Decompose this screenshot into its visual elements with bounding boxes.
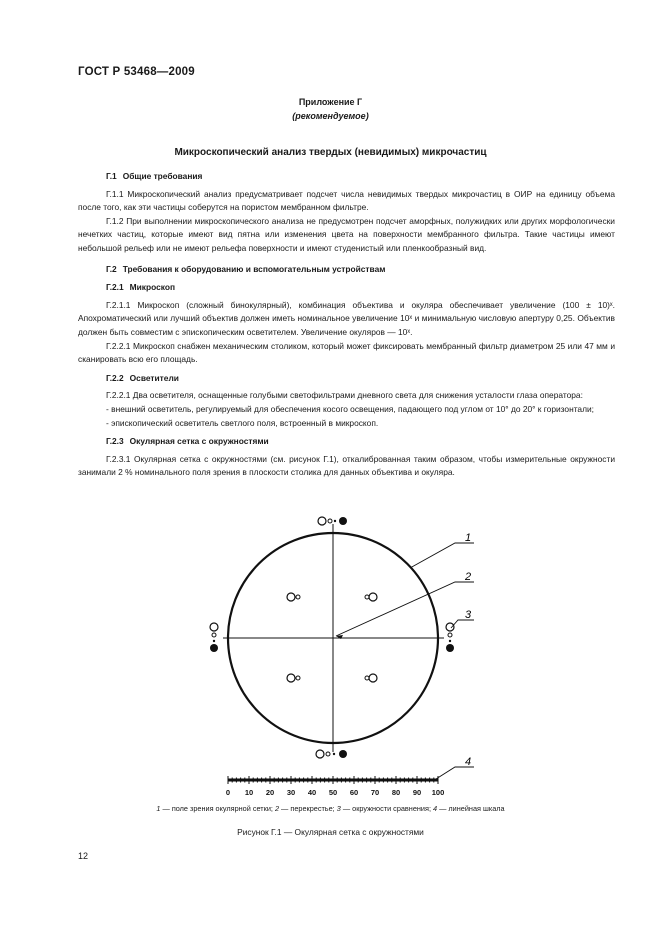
scale-label: 100 [431,788,445,797]
callout-2: 2 [465,571,472,583]
page-title: Микроскопический анализ твердых (невидимых) микрочастиц [174,147,487,158]
annex-subtitle: (рекомендуемое) [292,111,369,121]
figure-legend: 1 — поле зрения окулярной сетки; 2 — перекрестье; 3 — окружности сравнения; 4 — линейная шкала [156,804,505,813]
bullet-episcopic-illuminator: - эпископический осветитель светлого поля, встроенный в микроскоп. [106,417,379,428]
document-id: ГОСТ Р 53468—2009 [78,66,195,78]
document-body [78,165,615,480]
callout-4: 4 [465,756,472,768]
paragraph-g2-1-1: Г.2.1.1 Микроскоп (сложный бинокулярный), комбинация объектива и окуляра обеспечивает увеличение (100 ± 10)ˣ. Апохроматический или лучший объектив должен иметь номинальное увеличение 10ˣ и минимальную числовую апертуру 0,25. Объектив должен быть совместим с эпископическим осветителем. Увеличение окуляров — 10ˣ. [78,299,615,337]
scale-label: 60 [349,788,359,797]
paragraph-g2-1-2: Г.2.2.1 Микроскоп снабжен механическим столиком, который может фиксировать мембранный фильтр диаметром 25 или 47 мм и сканировать всю его площадь. [78,340,615,365]
scale-label: 70 [370,788,380,797]
paragraph-g1-2: Г.1.2 При выполнении микроскопического анализа не предусмотрен подсчет аморфных, полужидких или других морфологически нечетких частиц, которые имеют вид пятна или изменения цвета на поверхности мембранного фильтра. Такие частицы имеют небольшой рельеф или не имеют рельефа поверхности и имеют студенистый или пленкообразный вид. [78,215,615,253]
comparison-circles-bottom [316,750,347,758]
scale-label: 40 [307,788,317,797]
paragraph-g2-3-1: Г.2.3.1 Окулярная сетка с окружностями (см. рисунок Г.1), откалиброванная таким образом, чтобы измерительные окружности занимали 2 % номинального поля зрения в плоскости столика для данных объектива и окуляра. [78,453,615,478]
scale-label: 10 [244,788,254,797]
scale-label: 20 [265,788,275,797]
annex-heading [0,95,661,123]
callout-1: 1 [465,532,472,544]
paragraph-g1-1: Г.1.1 Микроскопический анализ предусматривает подсчет числа невидимых твердых микрочастиц в ОИР на единицу объема после того, как эти частицы соберутся на пористом мембранном фильтре. [78,188,615,213]
eyepiece-graticule-figure [200,512,490,804]
comparison-circles-top [318,517,347,525]
comparison-circles-left [210,623,218,652]
comparison-circles-right [446,623,454,652]
figure-caption: Рисунок Г.1 — Окулярная сетка с окружностями [237,827,424,837]
paragraph-g2-2-1: Г.2.2.1 Два осветителя, оснащенные голубыми светофильтрами дневного света для снижения усталости глаза оператора: [106,390,583,401]
section-g22-heading: Г.2.2 Осветители [106,372,179,383]
section-g21-heading: Г.2.1 Микроскоп [106,282,176,293]
linear-scale [226,776,444,797]
callout-3: 3 [465,609,472,621]
section-g2-heading: Г.2 Требования к оборудованию и вспомогательным устройствам [106,263,386,274]
scale-label: 30 [286,788,296,797]
callout-leaders [336,543,474,779]
scale-label: 50 [328,788,338,797]
scale-label: 0 [225,788,231,797]
section-g1-heading: Г.1 Общие требования [106,171,203,181]
annex-title: Приложение Г [298,97,363,107]
section-g23-heading: Г.2.3 Окулярная сетка с окружностями [106,436,269,447]
page-number: 12 [78,851,89,861]
scale-label: 80 [391,788,401,797]
scale-label: 90 [412,788,422,797]
bullet-external-illuminator: - внешний осветитель, регулируемый для обеспечения косого освещения, падающего под углом от 10° до 20° к горизонтали; [106,403,594,414]
